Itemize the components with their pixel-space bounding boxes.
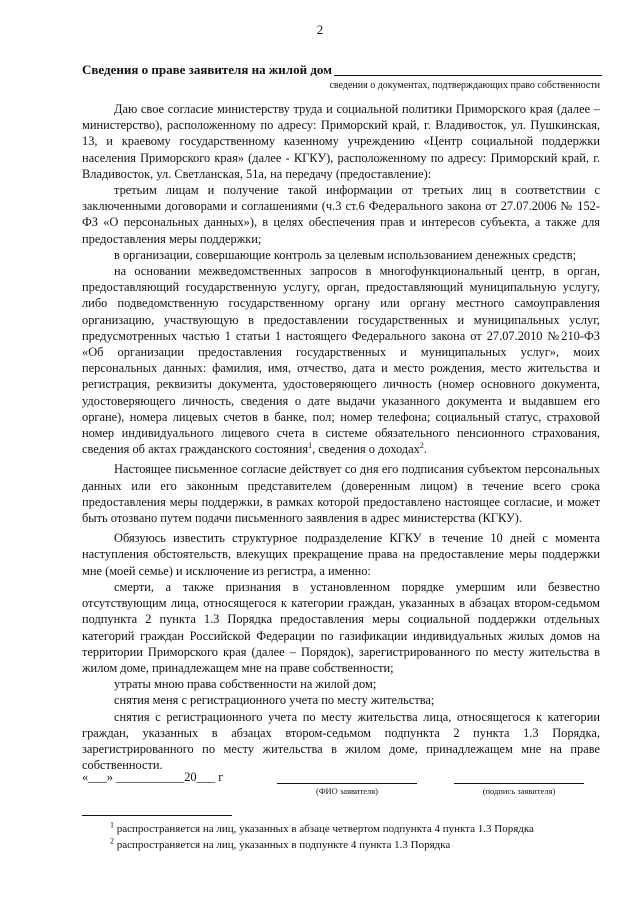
heading-row [82, 62, 602, 78]
paragraph-control-orgs: в организации, совершающие контроль за целевым использованием денежных средств; [114, 247, 577, 262]
paragraph-interagency-text: на основании межведомственных запросов в многофункциональный центр, в орган, предоставляющий государственную услугу, орган, предоставляющий муниципальную услугу, либо подведомственную государственному органу или органу местного самоуправления организацию, участвующую в предоставлении государственных и муниципальных услуг, предусмотренных частью 1 статьи 1 настоящего Федерального закона от 27.07.2010 №210-ФЗ «Об организации предоставления государственных и муниципальных услуг», моих персональных данных: фамилия, имя, отчество, дата и место рождения, место жительства и регистрация, реквизиты документа, удостоверяющего личность (номер основного документа, удостоверяющего личность, сведения о дате выдачи указанного документа и выдавшем его органе), номера лицевых счетов в банке, пол; номер телефона; социальный статус, страховой номер индивидуального лицевого счета в системе обязательного пенсионного страхования, сведения об актах гражданского состояния [82, 264, 600, 457]
footnote-ref-2: 2 [419, 441, 424, 451]
paragraph-validity: Настоящее письменное согласие действует со дня его подписания субъектом персональных данных или его законным представителем (доверенным лицом) в течение всего срока предоставления меры поддержки, в рамках которой предоставлено настоящее согласие, и может быть отозвано путем подачи письменного заявления в адрес министерства (КГКУ). [82, 462, 600, 526]
signature-line[interactable] [454, 770, 584, 784]
paragraph-deregistration-other: снятия с регистрационного учета по месту жительства лица, относящегося к категории граждан, указанных в абзацах втором-седьмом подпункта 2 пункта 1.3 Порядка, зарегистрированного по месту жительства в жилом доме, принадлежащем мне на праве собственности. [82, 709, 600, 773]
footnotes [110, 821, 600, 853]
date-day-month: «___» ___________ [82, 770, 185, 784]
footnote-text-2: распространяется на лиц, указанных в подпункте 4 пункта 1.3 Порядка [114, 839, 451, 851]
paragraph-interagency [82, 263, 600, 457]
footnote-divider [82, 815, 232, 816]
footnote-ref-1: 1 [308, 441, 313, 451]
name-line[interactable] [277, 770, 417, 784]
section-heading: Сведения о праве заявителя на жилой дом [82, 62, 333, 77]
paragraph-obligation: Обязуюсь известить структурное подразделение КГКУ в течение 10 дней с момента наступления обстоятельств, влекущих прекращение права на предоставление меры поддержки мне (моей семье) и исключение из регистра, а именно: [82, 531, 600, 578]
heading-note: сведения о документах, подтверждающих право собственности [329, 80, 600, 91]
paragraph-third-parties: третьим лицам и получение такой информации от третьих лиц в соответствии с заключенными договорами и соглашениями (ч.3 ст.6 Федерального закона от 27.07.2006 № 152-ФЗ «О персональных данных»), в целях обеспечения прав и интересов субъекта, а также для предоставления меры поддержки; [82, 183, 600, 246]
page-number: 2 [316, 22, 324, 37]
signature-block [454, 770, 584, 796]
footnote-text-1: распространяется на лиц, указанных в абзаце четвертом подпункта 4 пункта 1.3 Порядка [114, 823, 534, 835]
date-year: 20___ г [184, 770, 224, 784]
paragraph-interagency-continuation: , сведения о доходах [312, 442, 420, 457]
paragraph-deregistration-self: снятия меня с регистрационного учета по месту жительства; [114, 693, 435, 708]
heading-fill-line[interactable] [334, 75, 602, 76]
date-field[interactable] [82, 770, 223, 785]
footnote-2 [110, 837, 600, 853]
name-block [277, 770, 417, 796]
paragraph-loss-ownership: утраты мною права собственности на жилой дом; [114, 677, 377, 692]
footnote-mark-1: 1 [110, 820, 114, 830]
consent-text [82, 101, 600, 773]
paragraph-consent: Даю свое согласие министерству труда и социальной политики Приморского края (далее – министерство), расположенному по адресу: Приморский край, г. Владивосток, ул. Пушкинская, 13, и краевому государственному казенному учреждению «Центр социальной поддержки населения Приморского края» (далее - КГКУ), расположенному по адресу: Приморский край, г. Владивосток, ул. Светланская, 51а, на передачу (предоставление): [82, 102, 600, 181]
footnote-mark-2: 2 [110, 836, 114, 846]
signature-label: (подпись заявителя) [482, 786, 556, 796]
name-label: (ФИО заявителя) [315, 786, 379, 796]
paragraph-death: смерти, а также признания в установленном порядке умершим или безвестно отсутствующим лица, относящегося к категории граждан, указанных в абзацах втором-седьмом подпункта 2 пункта 1.3 Порядка предоставления меры социальной поддержки отдельных категорий граждан Российской Федерации по газификации индивидуальных жилых домов на территории Приморского края (далее – Порядок), зарегистрированного по месту жительства в жилом доме, принадлежащем мне на праве собственности; [82, 579, 600, 675]
paragraph-interagency-end: . [423, 442, 427, 457]
footnote-1 [110, 821, 600, 837]
signature-row [82, 770, 600, 800]
